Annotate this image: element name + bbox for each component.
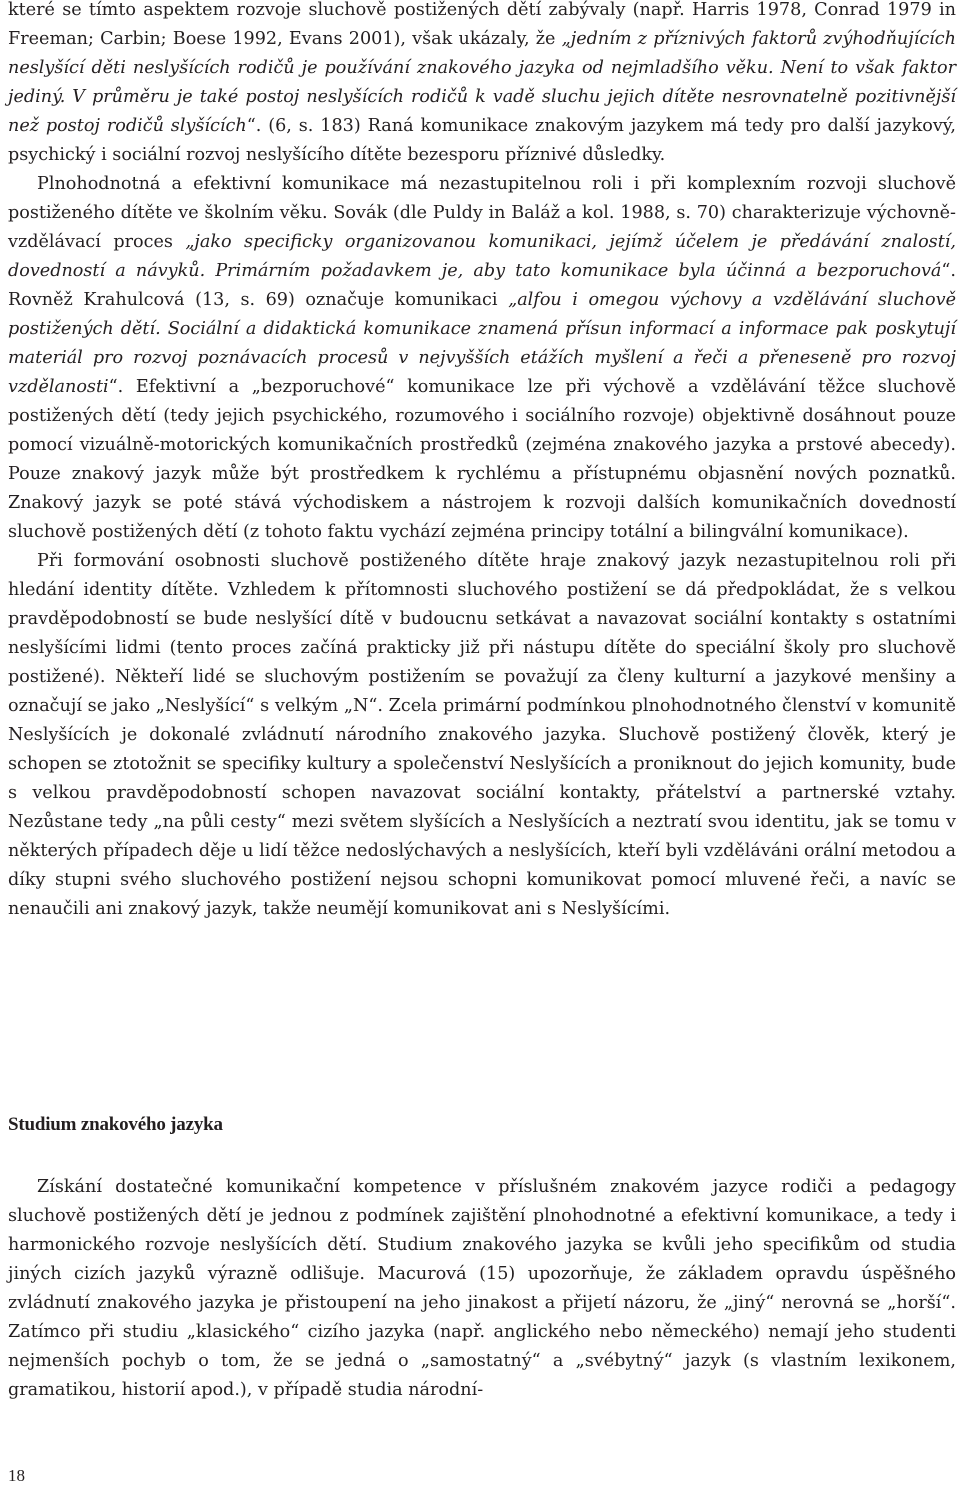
text-run: které se tímto aspektem rozvoje sluchově postižených dětí zabývaly (např. Harris 1978, Conrad 1979 in Freeman; Carbin; Boese 1992, Evans 2001), však ukázaly, že bbox=[8, 0, 956, 49]
body-text-section bbox=[8, 1173, 956, 1405]
section-heading: Studium znakového jazyka bbox=[8, 1114, 223, 1135]
text-run: “. (6, s. 183) Raná komunikace znakovým jazykem má tedy pro další jazykový, psychický i sociální rozvoj neslyšícího dítěte bezesporu příznivé důsledky. bbox=[8, 116, 956, 165]
paragraph-continued bbox=[8, 0, 956, 170]
italic-quote: „alfou i omegou výchovy a vzdělávání sluchově postižených dětí. Sociální a didaktická komunikace znamená přísun informací a informace pak poskytují materiál pro rozvoj poznávacích procesů v nejvyšších etážích myšlení a řeči a přeneseně pro rozvoj vzdělanosti bbox=[8, 290, 957, 397]
paragraph-communication bbox=[8, 170, 956, 547]
page-number: 18 bbox=[8, 1466, 25, 1485]
italic-quote: „jako specificky organizovanou komunikaci, jejímž účelem je předávání znalostí, dovedností a návyků. Primárním požadavkem je, aby tato komunikace byla účinná a bezporuchová bbox=[8, 232, 956, 281]
text-run: Plnohodnotná a efektivní komunikace má nezastupitelnou roli i při komplexním rozvoji sluchově postiženého dítěte ve školním věku. Sovák (dle Puldy in Baláž a kol. 1988, s. 70) charakterizuje výchovně-vzdělávací proces bbox=[8, 174, 956, 252]
text-run: “. Rovněž Krahulcová (13, s. 69) označuje komunikaci bbox=[8, 261, 956, 310]
paragraph-study: Získání dostatečné komunikační kompetence v příslušném znakovém jazyce rodiči a pedagogy sluchově postižených dětí je jednou z podmínek zajištění plnohodnotné a efektivní komunikace, a tedy i harmonického rozvoje neslyšících dětí. Studium znakového jazyka se kvůli jeho specifikům od studia jiných cizích jazyků výrazně odlišuje. Macurová (15) upozorňuje, že základem opravdu úspěšného zvládnutí znakového jazyka je přistoupení na jeho jinakost a přijetí názoru, že „jiný“ nerovná se „horší“. Zatímco při studiu „klasického“ cizího jazyka (např. anglického nebo německého) nemají jeho studenti nejmenších pochyb o tom, že se jedná o „samostatný“ a „svébytný“ jazyk (s vlastním lexikonem, gramatikou, historií apod.), v případě studia národní- bbox=[8, 1177, 956, 1400]
text-run: “. Efektivní a „bezporuchové“ komunikace lze při výchově a vzdělávání těžce sluchově postižených dětí (tedy jejich psychického, rozumového i sociálního rozvoje) objektivně dosáhnout pouze pomocí vizuálně-motorických komunikačních prostředků (zejména znakového jazyka a prstové abecedy). Pouze znakový jazyk může být prostředkem k rychlému a přístupnému objasnění nových poznatků. Znakový jazyk se poté stává východiskem a nástrojem k rozvoji dalších komunikačních dovedností sluchově postižených dětí (z tohoto faktu vychází zejména principy totální a bilingvální komunikace). bbox=[8, 377, 956, 542]
body-text-top bbox=[8, 0, 956, 924]
paragraph-identity: Při formování osobnosti sluchově postiženého dítěte hraje znakový jazyk nezastupitelnou roli při hledání identity dítěte. Vzhledem k přítomnosti sluchového postižení se dá předpokládat, že s velkou pravděpodobností se bude neslyšící dítě v budoucnu setkávat a navazovat sociální kontakty s ostatními neslyšícími lidmi (tento proces začíná prakticky již při nástupu dítěte do speciální školy pro sluchově postižené). Někteří lidé se sluchovým postižením se považují za členy kulturní a jazykové menšiny a označují se jako „Neslyšící“ s velkým „N“. Zcela primární podmínkou plnohodnotného členství v komunitě Neslyšících je dokonalé zvládnutí národního znakového jazyka. Sluchově postižený člověk, který je schopen se ztotožnit se specifiky kultury a společenství Neslyšících a proniknout do jejich komunity, bude s velkou pravděpodobností schopen navazovat sociální kontakty, přátelství a partnerské vztahy. Nezůstane tedy „na půli cesty“ mezi světem slyšících a Neslyšících a neztratí svou identitu, jak se tomu v některých případech děje u lidí těžce nedoslýchavých a neslyšících, kteří byli vzděláváni orální metodou a díky stupni svého sluchového postižení nejsou schopni komunikovat pomocí mluvené řeči, a navíc se nenaučili ani znakový jazyk, takže neumějí komunikovat ani s Neslyšícími. bbox=[8, 551, 956, 919]
italic-quote: „jedním z příznivých faktorů zvýhodňujících neslyšící děti neslyšících rodičů je používání znakového jazyka od nejmladšího věku. Není to však faktor jediný. V průměru je také postoj neslyšících rodičů k vadě sluchu jejich dítěte nesrovnatelně pozitivnější než postoj rodičů slyšících bbox=[8, 29, 956, 136]
